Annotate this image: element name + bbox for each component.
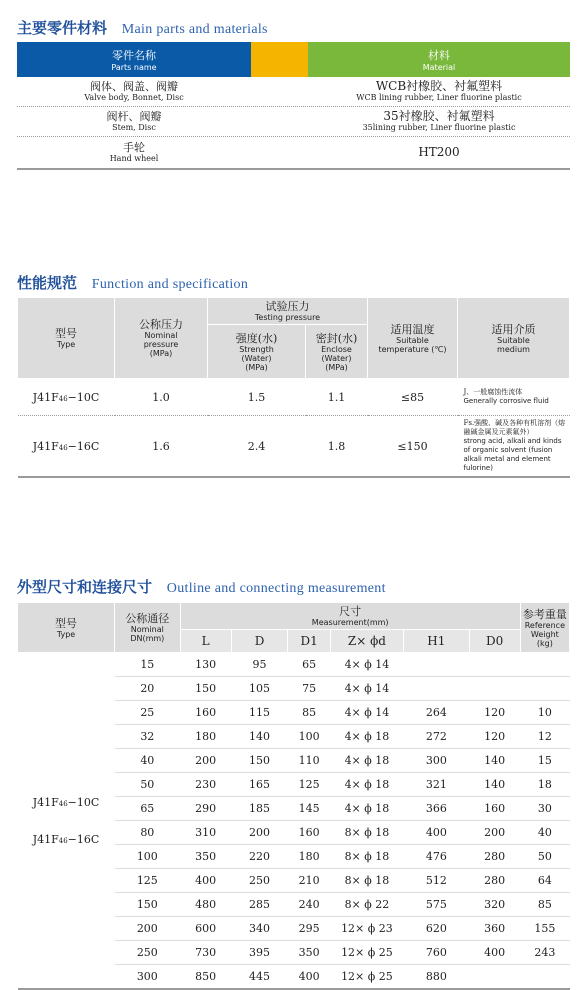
dim-type-header-en: Type [56,629,76,639]
func-medium-en: Generally corrosive fluid [463,397,549,405]
dim-l-cell: 290 [180,797,231,821]
dim-weight-cell: 15 [520,749,569,773]
dim-weight-cell: 155 [520,917,569,941]
parts-name-header [17,42,251,77]
dim-l-cell: 130 [180,653,231,677]
dim-zd-cell: 4× ϕ 18 [330,725,403,749]
func-pn-cell: 1.0 [115,379,208,416]
parts-row [17,107,570,137]
dim-col-d1: D1 [288,630,330,653]
material-cn: WCB衬橡胶、衬氟塑料 [375,79,503,93]
dim-d-cell: 95 [231,653,288,677]
dim-weight-cell: 64 [520,869,569,893]
func-seal-cell: 1.1 [306,379,368,416]
dim-dn-cell: 32 [115,725,181,749]
func-type-cell: J41F46−10C [18,379,115,416]
dim-h1-cell: 575 [404,893,470,917]
dim-weight-header-en: Reference Weight (kg) [524,620,565,648]
func-seal-header-cn: 密封(水) [315,331,358,345]
func-medium-en: strong acid, alkali and kinds of organic solvent (fusion alkali metal and element fulorine) [463,437,562,472]
dim-d-cell: 165 [231,773,288,797]
parts-header [17,42,570,77]
dim-weight-cell: 12 [520,725,569,749]
dim-dn-header-cn: 公称通径 [125,612,170,625]
dim-h1-cell: 880 [404,965,470,990]
dim-zd-cell: 4× ϕ 14 [330,653,403,677]
func-medium-cn: J、一般腐蚀性流体 [463,388,523,396]
dim-d1-cell: 160 [288,821,330,845]
material-cell [308,107,570,136]
func-medium-header [458,298,570,379]
part-name-en: Hand wheel [109,154,159,163]
dim-weight-cell: 18 [520,773,569,797]
dim-d1-cell: 65 [288,653,330,677]
dim-zd-cell: 4× ϕ 14 [330,677,403,701]
dim-h1-cell: 620 [404,917,470,941]
dim-zd-cell: 8× ϕ 18 [330,821,403,845]
func-section-title [17,272,248,293]
material-cell [308,137,570,168]
material-cell [308,77,570,106]
part-name-cn: 阀杆、阀瓣 [106,110,162,123]
dim-zd-cell: 8× ϕ 18 [330,845,403,869]
func-seal-cell: 1.8 [306,416,368,478]
func-test-header-en: Testing pressure [254,313,321,323]
func-strength-cell: 2.4 [208,416,306,478]
dim-dn-cell: 125 [115,869,181,893]
part-name-cell [17,77,251,106]
parts-section-title [17,17,268,38]
parts-row [17,77,570,107]
dim-d0-cell [469,677,520,701]
parts-title-cn: 主要零件材料 [17,19,108,37]
material-cn: 35衬橡胶、衬氟塑料 [383,109,495,123]
func-temp-header-cn: 适用温度 [390,322,435,336]
dim-zd-cell: 12× ϕ 25 [330,941,403,965]
func-temp-cell: ≤85 [368,379,458,416]
dim-meas-header-en: Measurement(mm) [311,618,389,627]
dim-l-cell: 400 [180,869,231,893]
dim-d0-cell: 120 [469,701,520,725]
func-type-header-cn: 型号 [55,327,77,340]
dim-d-cell: 395 [231,941,288,965]
dim-dn-cell: 40 [115,749,181,773]
func-row [18,416,570,478]
func-medium-cell [458,416,570,478]
dim-l-cell: 600 [180,917,231,941]
func-pn-header-cn: 公称压力 [139,318,183,331]
dim-d1-cell: 180 [288,845,330,869]
func-medium-header-cn: 适用介质 [491,322,536,336]
dim-col-d: D [231,630,288,653]
dim-col-zd: Z× ϕd [330,630,403,653]
dim-weight-cell: 30 [520,797,569,821]
parts-name-header-cn: 零件名称 [112,49,156,62]
dim-h1-cell: 366 [404,797,470,821]
dim-weight-header-cn: 参考重量 [522,607,567,621]
dim-l-cell: 150 [180,677,231,701]
dim-section-title [17,576,386,597]
func-medium-cn: Fs.强酸、碱及各种有机溶剂（熔融碱金属及元素氟外） [463,419,566,436]
dim-dn-cell: 300 [115,965,181,990]
dim-d-cell: 200 [231,821,288,845]
parts-title-en: Main parts and materials [121,22,268,37]
dim-type-label: J41F46−16C [32,832,100,846]
func-temp-header-en: Suitable temperature (℃) [378,335,447,354]
dim-weight-header [520,603,569,653]
dim-row [18,653,570,677]
dim-zd-cell: 4× ϕ 14 [330,701,403,725]
func-title-en: Function and specification [91,277,249,292]
dim-weight-cell: 243 [520,941,569,965]
dim-col-l: L [180,630,231,653]
func-strength-header [208,325,306,379]
dim-title-en: Outline and connecting measurement [166,581,386,596]
dim-l-cell: 850 [180,965,231,990]
dim-type-header [18,603,115,653]
dim-d1-cell: 145 [288,797,330,821]
dim-meas-header [180,603,520,630]
dim-d1-cell: 75 [288,677,330,701]
dim-d-cell: 115 [231,701,288,725]
dim-d0-cell: 360 [469,917,520,941]
dim-zd-cell: 12× ϕ 25 [330,965,403,990]
dim-dn-cell: 200 [115,917,181,941]
func-pn-header-en: Nominal pressure (MPa) [143,331,179,358]
dim-h1-cell: 760 [404,941,470,965]
func-strength-cell: 1.5 [208,379,306,416]
dim-h1-cell: 300 [404,749,470,773]
dim-h1-cell: 321 [404,773,470,797]
dim-weight-cell: 85 [520,893,569,917]
dim-weight-cell [520,677,569,701]
dim-zd-cell: 4× ϕ 18 [330,773,403,797]
dim-d0-cell: 400 [469,941,520,965]
material-en: 35lining rubber, Liner fluorine plastic [362,123,516,132]
func-pn-header [115,298,208,379]
dim-d-cell: 445 [231,965,288,990]
func-pn-cell: 1.6 [115,416,208,478]
dim-type-cell [18,653,115,990]
dim-weight-cell: 10 [520,701,569,725]
dim-weight-cell [520,653,569,677]
func-table [17,297,570,478]
dim-d-cell: 140 [231,725,288,749]
material-header-en: Material [422,63,456,72]
material-header [308,42,570,77]
dim-type-label: J41F46−10C [32,795,100,809]
dim-dn-header [115,603,181,653]
dim-h1-cell: 400 [404,821,470,845]
dim-zd-cell: 12× ϕ 23 [330,917,403,941]
func-type-header [18,298,115,379]
dim-weight-cell: 50 [520,845,569,869]
func-temp-cell: ≤150 [368,416,458,478]
func-type-cell: J41F46−16C [18,416,115,478]
dim-d0-cell: 200 [469,821,520,845]
dim-zd-cell: 4× ϕ 18 [330,749,403,773]
parts-name-header-en: Parts name [111,63,157,72]
dim-dn-cell: 100 [115,845,181,869]
func-seal-header-en: Enclose (Water) (MPa) [321,344,352,372]
dim-h1-cell: 264 [404,701,470,725]
dim-h1-cell: 512 [404,869,470,893]
parts-table [17,42,570,170]
part-name-cn: 阀体、阀盖、阀瓣 [90,80,178,93]
dim-h1-cell [404,677,470,701]
func-medium-cell [458,379,570,416]
dim-d-cell: 150 [231,749,288,773]
func-temp-header [368,298,458,379]
dim-zd-cell: 8× ϕ 22 [330,893,403,917]
part-name-cell [17,107,251,136]
dim-zd-cell: 4× ϕ 18 [330,797,403,821]
dim-d1-cell: 110 [288,749,330,773]
dim-h1-cell: 476 [404,845,470,869]
func-test-header-cn: 试验压力 [265,300,310,314]
dim-table [17,602,570,990]
dim-d1-cell: 210 [288,869,330,893]
dim-l-cell: 310 [180,821,231,845]
dim-d1-cell: 85 [288,701,330,725]
dim-weight-cell [520,965,569,990]
dim-d1-cell: 295 [288,917,330,941]
parts-header-accent [251,42,308,77]
func-type-header-en: Type [56,340,76,349]
dim-d-cell: 220 [231,845,288,869]
dim-title-cn: 外型尺寸和连接尺寸 [17,578,153,596]
dim-d0-cell: 320 [469,893,520,917]
dim-weight-cell: 40 [520,821,569,845]
dim-l-cell: 180 [180,725,231,749]
dim-d-cell: 185 [231,797,288,821]
func-strength-header-cn: 强度(水) [235,331,278,345]
material-en: WCB lining rubber, Liner fluorine plastic [356,93,522,102]
dim-d1-cell: 400 [288,965,330,990]
dim-d0-cell: 140 [469,749,520,773]
dim-zd-cell: 8× ϕ 18 [330,869,403,893]
dim-l-cell: 480 [180,893,231,917]
func-row [18,379,570,416]
dim-dn-cell: 150 [115,893,181,917]
func-seal-header [306,325,368,379]
dim-dn-cell: 50 [115,773,181,797]
part-name-cn: 手轮 [123,141,145,154]
dim-d0-cell: 160 [469,797,520,821]
dim-d1-cell: 240 [288,893,330,917]
part-name-en: Stem, Disc [112,123,156,132]
dim-d-cell: 285 [231,893,288,917]
dim-dn-cell: 20 [115,677,181,701]
dim-col-d0: D0 [469,630,520,653]
dim-l-cell: 230 [180,773,231,797]
dim-l-cell: 730 [180,941,231,965]
dim-h1-cell: 272 [404,725,470,749]
dim-dn-cell: 250 [115,941,181,965]
dim-l-cell: 160 [180,701,231,725]
dim-type-header-cn: 型号 [55,616,77,630]
dim-dn-cell: 15 [115,653,181,677]
part-name-en: Valve body, Bonnet, Disc [84,93,184,102]
dim-dn-cell: 25 [115,701,181,725]
dim-col-h1: H1 [404,630,470,653]
dim-meas-header-cn: 尺寸 [339,605,362,618]
dim-l-cell: 200 [180,749,231,773]
dim-d0-cell [469,965,520,990]
dim-d0-cell: 280 [469,845,520,869]
dim-d-cell: 250 [231,869,288,893]
dim-d-cell: 340 [231,917,288,941]
dim-dn-header-en: Nominal DN(mm) [130,625,165,643]
dim-d0-cell [469,653,520,677]
part-name-cell [17,137,251,168]
dim-d0-cell: 280 [469,869,520,893]
dim-dn-cell: 65 [115,797,181,821]
dim-l-cell: 350 [180,845,231,869]
func-title-cn: 性能规范 [17,274,78,292]
dim-d0-cell: 120 [469,725,520,749]
func-strength-header-en: Strength (Water) (MPa) [239,344,274,372]
dim-d-cell: 105 [231,677,288,701]
dim-h1-cell [404,653,470,677]
dim-d1-cell: 350 [288,941,330,965]
dim-d1-cell: 125 [288,773,330,797]
func-test-header [208,298,368,325]
material-cn: HT200 [418,145,460,159]
dim-d1-cell: 100 [288,725,330,749]
func-medium-header-en: Suitable medium [497,335,530,354]
parts-row [17,137,570,170]
dim-d0-cell: 140 [469,773,520,797]
material-header-cn: 材料 [428,49,450,62]
dim-dn-cell: 80 [115,821,181,845]
